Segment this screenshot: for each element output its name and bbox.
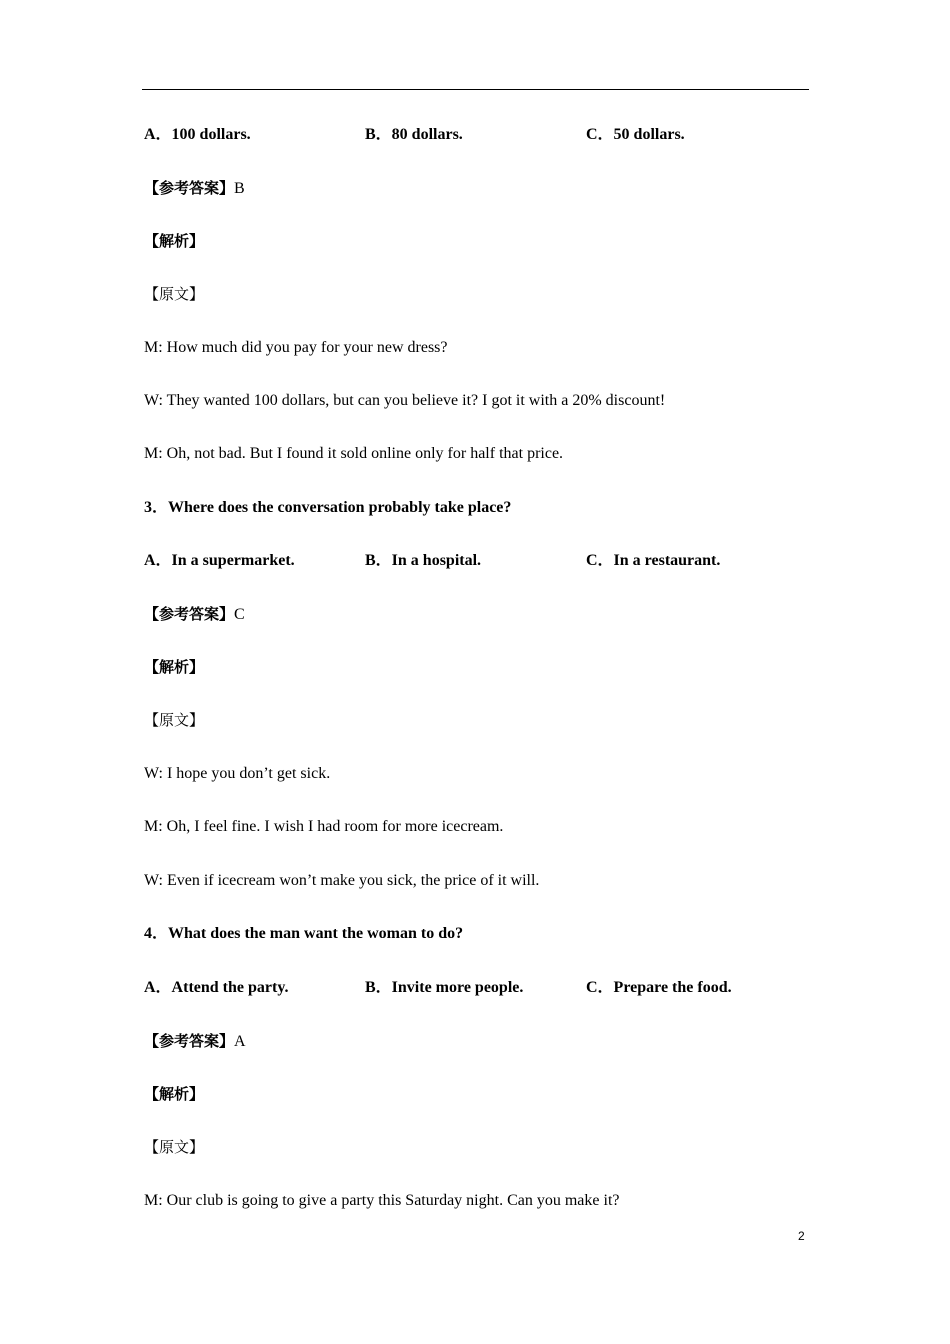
q2-option-a: A．100 dollars. — [144, 126, 251, 143]
q4-answer-value: A — [234, 1033, 246, 1050]
q3-option-a: A．In a supermarket. — [144, 552, 295, 569]
q4-option-b: B．Invite more people. — [365, 979, 524, 996]
q2-option-c: C．50 dollars. — [586, 126, 685, 143]
page-number: 2 — [798, 1229, 805, 1243]
q2-answer-value: B — [234, 180, 245, 197]
q3-answer — [144, 604, 245, 625]
q4-answer-label: 【参考答案】 — [144, 1032, 235, 1050]
q3-question: 3．Where does the conversation probably take place? — [144, 499, 512, 516]
q3-transcript-line-3: W: Even if icecream won’t make you sick, the price of it will. — [144, 872, 540, 889]
q3-analysis-label: 【解析】 — [144, 658, 205, 676]
q2-transcript-line-2: W: They wanted 100 dollars, but can you believe it? I got it with a 20% discount! — [144, 392, 666, 409]
q2-transcript-line-3: M: Oh, not bad. But I found it sold online only for half that price. — [144, 445, 564, 462]
q2-answer — [144, 178, 245, 199]
q4-original-label: 【原文】 — [144, 1138, 205, 1156]
q4-question: 4．What does the man want the woman to do? — [144, 925, 464, 942]
q4-analysis-label: 【解析】 — [144, 1085, 205, 1103]
q3-option-b: B．In a hospital. — [365, 552, 482, 569]
q3-answer-value: C — [234, 606, 245, 623]
q3-transcript-line-1: W: I hope you don’t get sick. — [144, 765, 331, 782]
q3-transcript-line-2: M: Oh, I feel fine. I wish I had room for more icecream. — [144, 818, 504, 835]
q2-answer-label: 【参考答案】 — [144, 179, 235, 197]
q2-analysis-label: 【解析】 — [144, 232, 205, 250]
q3-original-label: 【原文】 — [144, 711, 205, 729]
q3-answer-label: 【参考答案】 — [144, 605, 235, 623]
q2-transcript-line-1: M: How much did you pay for your new dress? — [144, 339, 448, 356]
q4-option-c: C．Prepare the food. — [586, 979, 732, 996]
q3-option-c: C．In a restaurant. — [586, 552, 721, 569]
q4-option-a: A．Attend the party. — [144, 979, 289, 996]
q2-option-b: B．80 dollars. — [365, 126, 463, 143]
q2-original-label: 【原文】 — [144, 285, 205, 303]
q4-answer — [144, 1031, 246, 1052]
header-rule — [142, 89, 809, 90]
q4-transcript-line-1: M: Our club is going to give a party this Saturday night. Can you make it? — [144, 1192, 620, 1209]
